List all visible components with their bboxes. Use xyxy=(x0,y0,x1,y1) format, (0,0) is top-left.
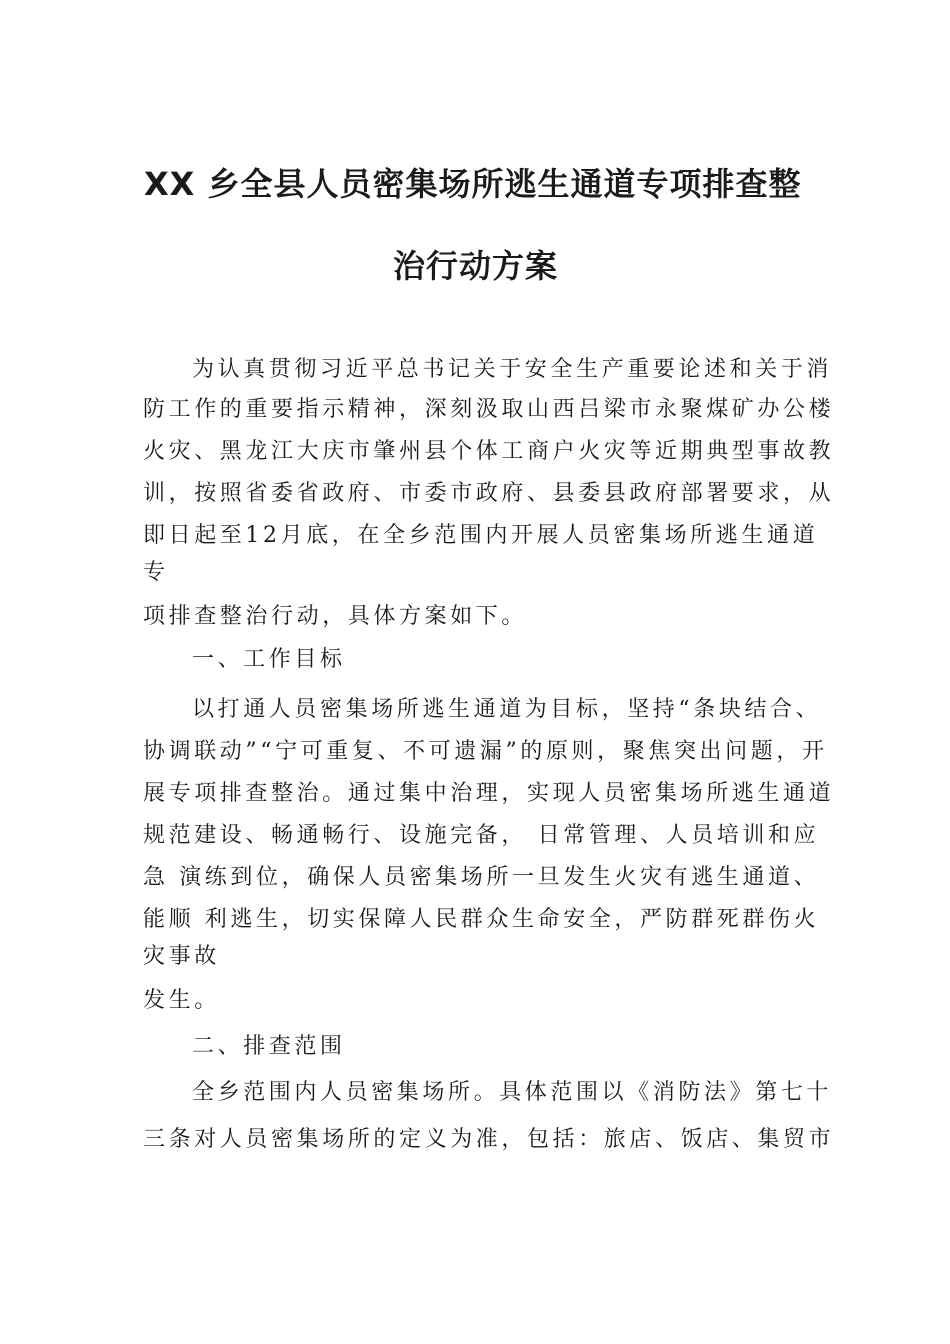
paragraph-line: 为认真贯彻习近平总书记关于安全生产重要论述和关于消 xyxy=(192,357,833,382)
document-title-line-1: XX 乡全县人员密集场所逃生通道专项排查整 xyxy=(144,165,802,203)
document-title-line-2: 治行动方案 xyxy=(393,247,559,285)
paragraph-line: 能顺 利逃生，切实保障人民群众生命安全，严防群死群伤火 xyxy=(143,907,820,932)
paragraph-line: 专 xyxy=(143,560,169,585)
paragraph-line: 即日起至12月底，在全乡范围内开展人员密集场所逃生通道 xyxy=(143,523,819,548)
paragraph-line: 发生。 xyxy=(143,988,220,1013)
paragraph-line: 全乡范围内人员密集场所。具体范围以《消防法》第七十 xyxy=(192,1080,833,1105)
paragraph-line: 急 演练到位，确保人员密集场所一旦发生火灾有逃生通道、 xyxy=(143,865,820,890)
paragraph-line: 以打通人员密集场所逃生通道为目标，坚持“条块结合、 xyxy=(192,697,822,722)
paragraph-line: 展专项排查整治。通过集中治理，实现人员密集场所逃生通道 xyxy=(143,781,835,806)
paragraph-line: 规范建设、畅通畅行、设施完备， 日常管理、人员培训和应 xyxy=(143,823,820,848)
paragraph-line: 三条对人员密集场所的定义为准，包括：旅店、饭店、集贸市 xyxy=(143,1127,835,1152)
paragraph-line: 协调联动”“宁可重复、不可遗漏”的原则，聚焦突出问题，开 xyxy=(143,739,828,764)
paragraph-line: 灾事故 xyxy=(143,944,220,969)
paragraph-line: 防工作的重要指示精神，深刻汲取山西吕梁市永聚煤矿办公楼 xyxy=(143,397,835,422)
paragraph-line: 火灾、黑龙江大庆市肇州县个体工商户火灾等近期典型事故教 xyxy=(143,439,835,464)
paragraph-line: 训，按照省委省政府、市委市政府、县委县政府部署要求，从 xyxy=(143,481,835,506)
paragraph-line: 项排查整治行动，具体方案如下。 xyxy=(143,604,528,629)
section-heading: 二、排查范围 xyxy=(192,1034,346,1059)
section-heading: 一、工作目标 xyxy=(192,647,346,672)
